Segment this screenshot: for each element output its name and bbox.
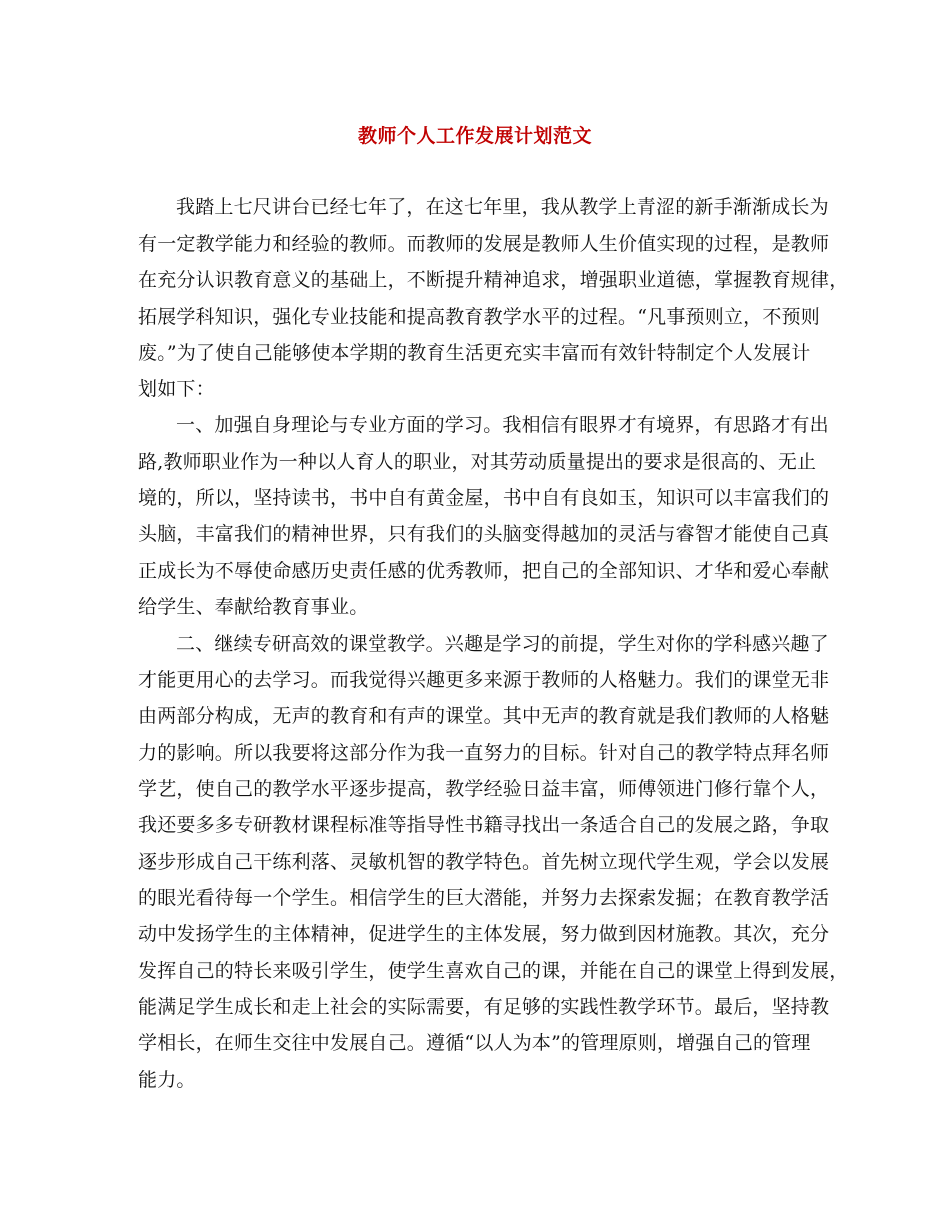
paragraph-line: 力的影响。所以我要将这部分作为我一直努力的目标。针对自己的教学特点拜名师 — [138, 742, 830, 764]
paragraph-line: 一、加强自身理论与专业方面的学习。我相信有眼界才有境界，有思路才有出 — [176, 414, 829, 436]
paragraph-line: 头脑，丰富我们的精神世界，只有我们的头脑变得越加的灵活与睿智才能使自己真 — [138, 523, 830, 545]
paragraph-line: 的眼光看待每一个学生。相信学生的巨大潜能，并努力去探索发掘；在教育教学活 — [138, 887, 830, 909]
paragraph-line: 有一定教学能力和经验的教师。而教师的发展是教师人生价值实现的过程，是教师 — [138, 233, 830, 255]
paragraph-line: 学相长，在师生交往中发展自己。遵循“以人为本”的管理原则，增强自己的管理 — [138, 1032, 811, 1054]
paragraph-line: 废。”为了使自己能够使本学期的教育生活更充实丰富而有效针特制定个人发展计 — [138, 342, 811, 364]
paragraph-line: 发挥自己的特长来吸引学生，使学生喜欢自己的课，并能在自己的课堂上得到发展， — [138, 960, 849, 982]
paragraph-line: 能满足学生成长和走上社会的实际需要，有足够的实践性教学环节。最后，坚持教 — [138, 996, 830, 1018]
paragraph-line: 才能更用心的去学习。而我觉得兴趣更多来源于教师的人格魅力。我们的课堂无非 — [138, 669, 830, 691]
paragraph-line: 境的，所以，坚持读书，书中自有黄金屋，书中自有良如玉，知识可以丰富我们的 — [138, 487, 830, 509]
paragraph-line: 我还要多多专研教材课程标准等指导性书籍寻找出一条适合自己的发展之路，争取 — [138, 814, 830, 836]
paragraph-line: 拓展学科知识，强化专业技能和提高教育教学水平的过程。“凡事预则立，不预则 — [138, 306, 820, 328]
paragraph-line: 二、继续专研高效的课堂教学。兴趣是学习的前提，学生对你的学科感兴趣了 — [176, 633, 829, 655]
paragraph-line: 划如下： — [138, 378, 215, 400]
paragraph-line: 学艺，使自己的教学水平逐步提高，教学经验日益丰富，师傅领进门修行靠个人， — [138, 778, 830, 800]
paragraph-line: 我踏上七尺讲台已经七年了，在这七年里，我从教学上青涩的新手渐渐成长为 — [176, 196, 829, 218]
paragraph-line: 由两部分构成，无声的教育和有声的课堂。其中无声的教育就是我们教师的人格魅 — [138, 705, 830, 727]
paragraph-line: 能力。 — [138, 1069, 196, 1091]
paragraph-line: 动中发扬学生的主体精神，促进学生的主体发展，努力做到因材施教。其次，充分 — [138, 923, 830, 945]
paragraph-line: 在充分认识教育意义的基础上，不断提升精神追求，增强职业道德，掌握教育规律， — [138, 269, 849, 291]
paragraph-line: 正成长为不辱使命感历史责任感的优秀教师，把自己的全部知识、才华和爱心奉献 — [138, 560, 830, 582]
document-title: 教师个人工作发展计划范文 — [357, 125, 592, 147]
paragraph-line: 逐步形成自己干练利落、灵敏机智的教学特色。首先树立现代学生观，学会以发展 — [138, 851, 830, 873]
paragraph-line: 给学生、奉献给教育事业。 — [138, 596, 369, 618]
paragraph-line: 路,教师职业作为一种以人育人的职业，对其劳动质量提出的要求是很高的、无止 — [138, 451, 817, 473]
